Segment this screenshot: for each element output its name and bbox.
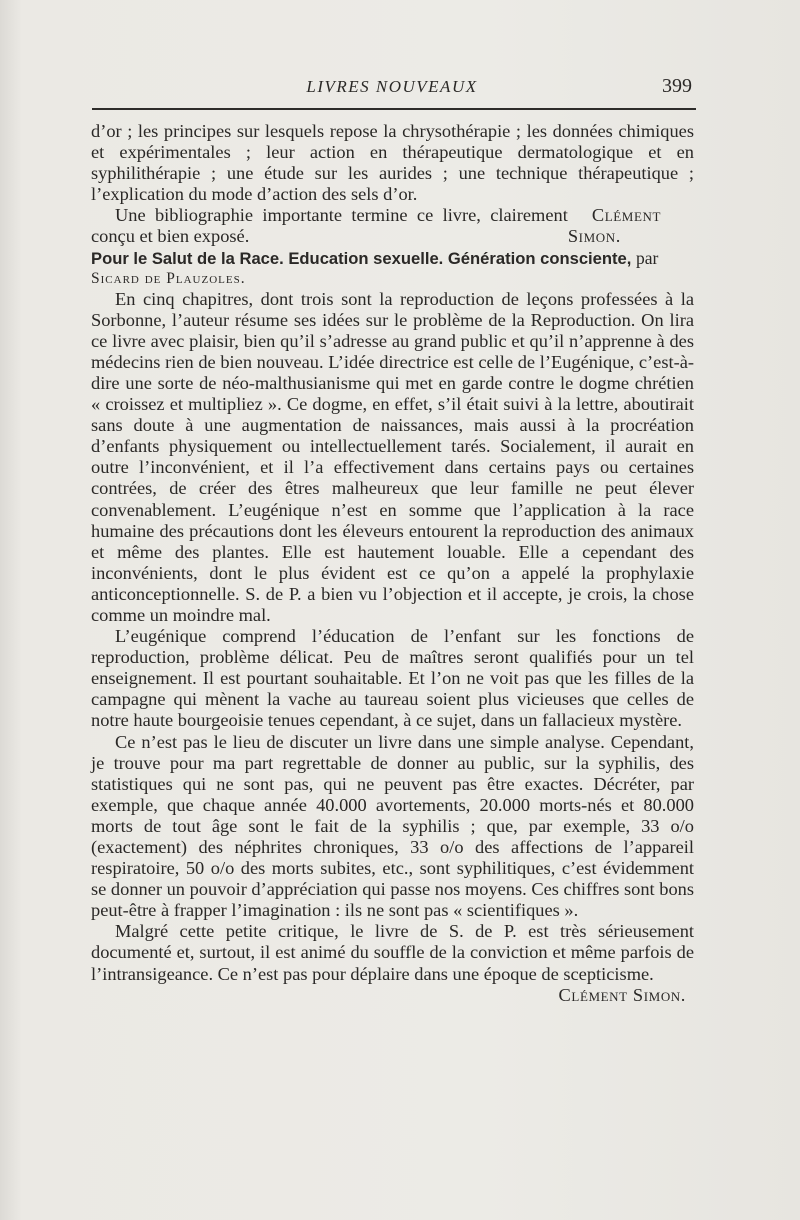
page-number: 399 [662, 75, 692, 97]
review1-paragraph-2 [91, 205, 694, 247]
review2-heading [91, 248, 694, 269]
review2-paragraph-2: L’eugénique comprend l’éducation de l’enfant sur les fonctions de reproduction, problème délicat. Peu de maîtres seront qualifiés pour un tel enseignement. Il est pourtant souhaitable. Et l’on ne voit pas que les filles de la campagne qui mènent la vache au taureau soient plus vicieuses que celles de notre haute bourgeoisie tenues cependant, à ce sujet, dans un fallacieux mystère. [91, 626, 694, 731]
review1-paragraph-1: d’or ; les principes sur lesquels repose la chrysothérapie ; les données chimiques et expérimentales ; leur action en thérapeutique dermatologique et en syphilithérapie ; une étude sur les aurides ; une technique thérapeutique ; l’explication du mode d’action des sels d’or. [91, 121, 694, 205]
review1-paragraph-2-text: Une bibliographie importante termine ce livre, clairement conçu et bien exposé. [91, 205, 568, 247]
review2-author: Sicard de Plauzoles. [91, 269, 246, 287]
review2-paragraph-1: En cinq chapitres, dont trois sont la reproduction de leçons professées à la Sorbonne, l’auteur résume ses idées sur le problème de la Reproduction. On lira ce livre avec plaisir, bien qu’il s’adresse au grand public et qu’il n’apprenne à des médecins rien de bien nouveau. L’idée directrice est celle de l’Eugénique, c’est-à-dire une sorte de néo-malthusianisme qui met en garde contre le dogme chrétien « croissez et multipliez ». Ce dogme, en effet, s’il était suivi à la lettre, aboutirait sans doute à une augmentation de naissances, mais aussi à la procréation d’enfants physiquement ou intellectuellement tarés. Socialement, il aurait en outre l’inconvénient, et il l’a effectivement dans certains pays ou certaines contrées, de créer des êtres malheureux que leur famille ne peut élever convenablement. L’eugénique n’est en somme que l’application à la race humaine des précautions dont les éleveurs entourent la reproduction des animaux et même des plantes. Elle est hautement louable. Elle a cependant des inconvénients, dont le plus évident est ce qu’on a appelé la prophylaxie anticonceptionnelle. S. de P. a bien vu l’objection et il accepte, je crois, la chose comme un moindre mal. [91, 288, 694, 625]
page-body [91, 121, 694, 1006]
review2-paragraph-3: Ce n’est pas le lieu de discuter un livre dans une simple analyse. Cependant, je trouve pour ma part regrettable de donner au public, sur la syphilis, des statistiques qui ne sont pas, qui ne peuvent pas être exactes. Décréter, par exemple, que chaque année 40.000 avortements, 20.000 morts-nés et 80.000 morts de tout âge sont le fait de la syphilis ; que, par exemple, 33 o/o (exactement) des néphrites chroniques, 33 o/o des affections de l’appareil respiratoire, 50 o/o des morts subites, etc., sont syphilitiques, c’est évidemment se donner un pouvoir d’appréciation qui passe nos moyens. Ces chiffres sont bons peut-être à frapper l’imagination : ils ne sont pas « scientifiques ». [91, 731, 694, 921]
running-header [92, 75, 692, 101]
review2-paragraph-4 [91, 921, 694, 1005]
review1-signature: Clément Simon. [567, 205, 662, 247]
review2-paragraph-4-text: Malgré cette petite critique, le livre de S. de P. est très sérieusement documenté et, surtout, il est animé du souffle de la conviction et même parfois de l’intransigeance. Ce n’est pas pour déplaire dans une époque de scepticisme. [91, 921, 694, 984]
header-rule [92, 108, 696, 110]
review2-title: Pour le Salut de la Race. Education sexuelle. Génération consciente, [91, 248, 632, 268]
running-title: LIVRES NOUVEAUX [306, 77, 478, 96]
review2-signature: Clément Simon. [558, 984, 686, 1005]
review2-by: par [636, 247, 659, 268]
